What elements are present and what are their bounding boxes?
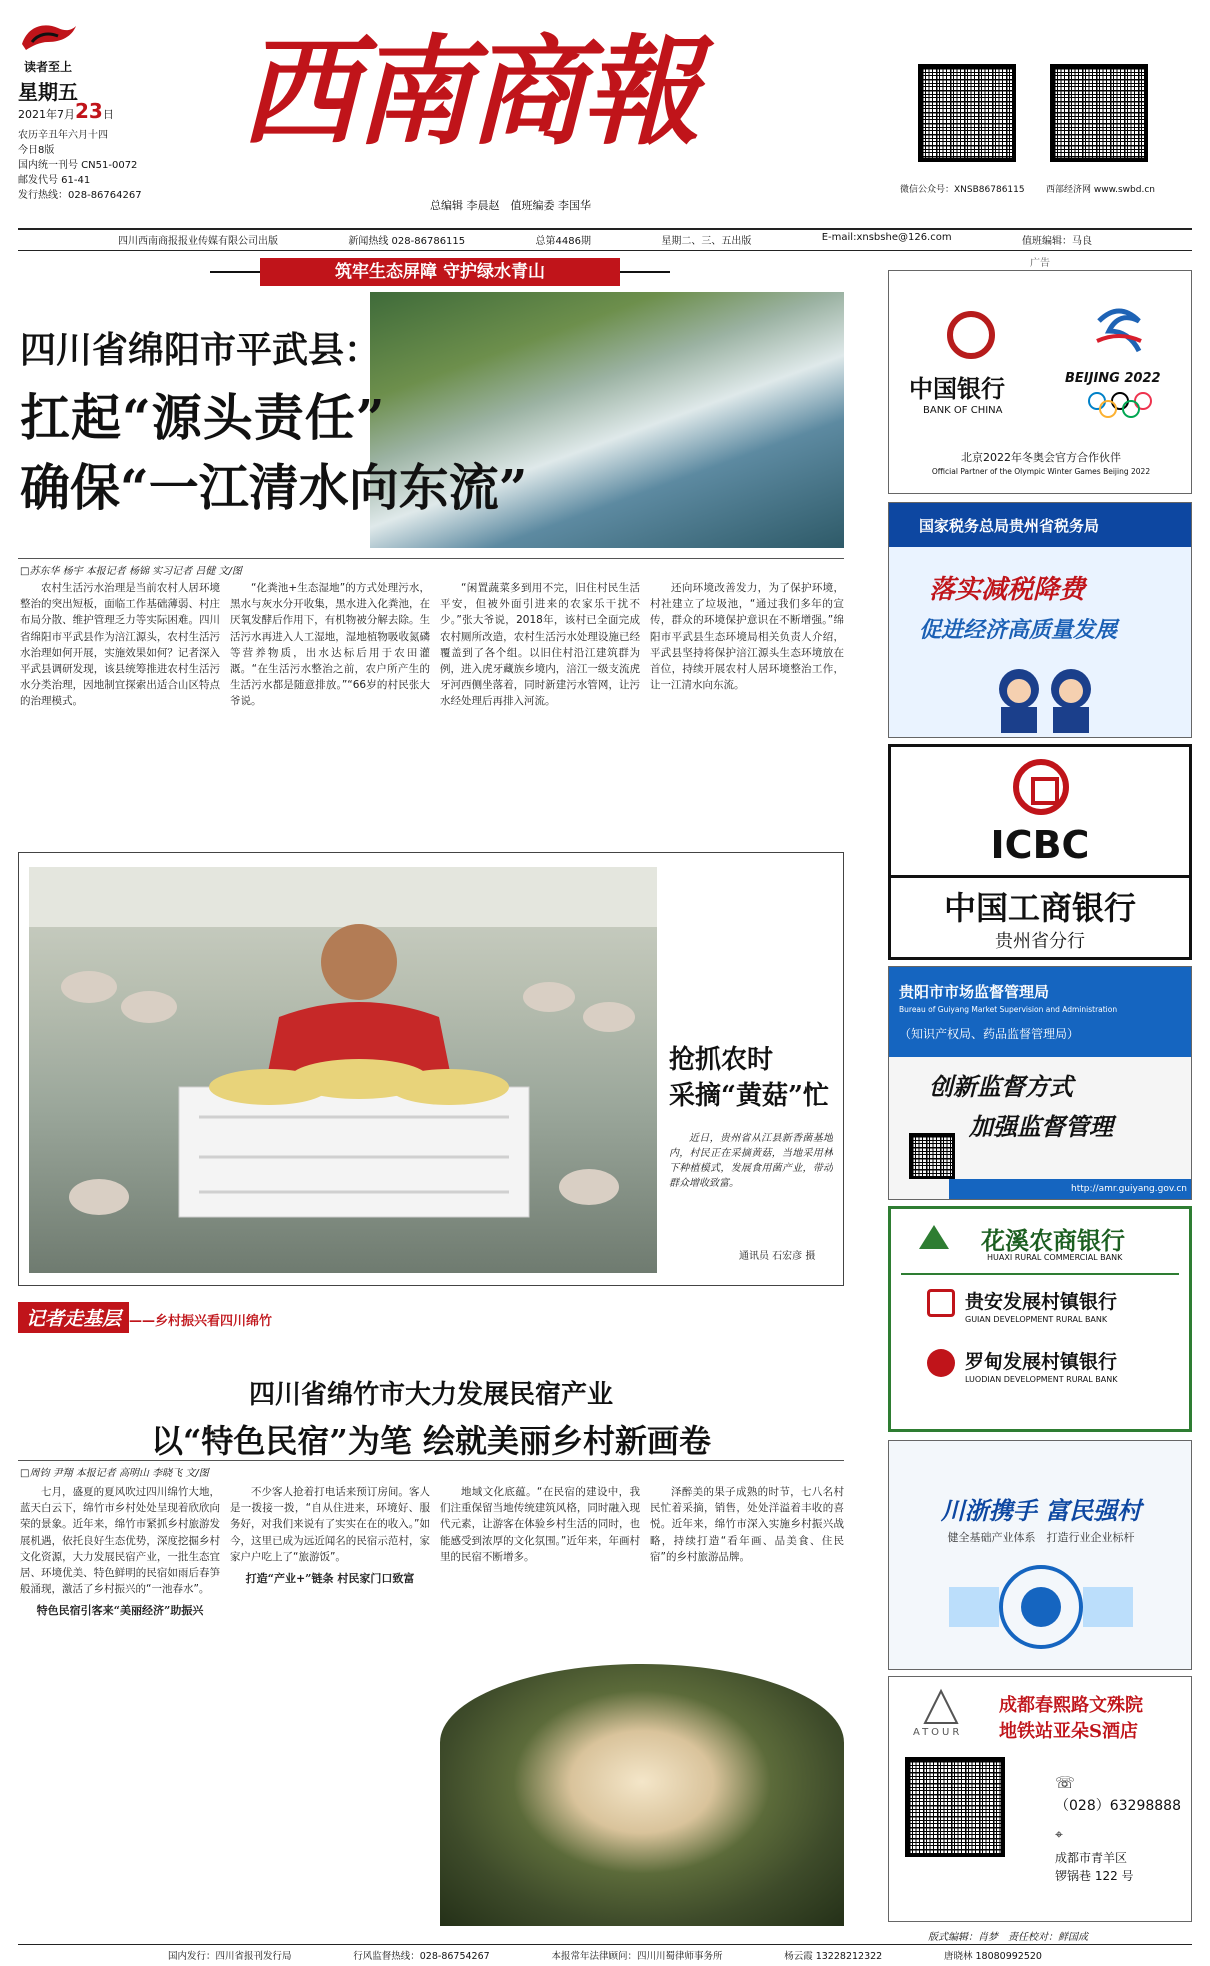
atour-phone: （028）63298888 (1055, 1798, 1181, 1814)
footer-bar (18, 1948, 1192, 1962)
article2-byline: □周钧 尹翔 本报记者 高明山 李晓飞 文/图 (20, 1468, 209, 1479)
ads-label: 广告 (1030, 258, 1050, 269)
masthead (0, 0, 1210, 230)
market-en: Bureau of Guiyang Market Supervision and Administration (899, 1005, 1118, 1014)
footer-issuer: 国内发行：四川省报刊发行局 (168, 1951, 292, 1962)
article2-col2: 不少客人抢着打电话来预订房间。客人是一拨接一拨，“自从住进来，环境好、服务好，对我们来说有了实实在在的收入。”如今，这里已成为远近闻名的民宿示范村，家家户户吃上了“旅游饭”。 打造“产业+”链条 村民家门口致富 (230, 1484, 430, 1924)
tax-line2: 促进经济高质量发展 (919, 617, 1118, 643)
weekday: 星期五 (18, 80, 78, 104)
footer-rule (18, 1944, 1192, 1945)
info-bar (18, 232, 1192, 248)
worker-figure (29, 867, 657, 1273)
issue-date: 2021年7月23日 (18, 99, 114, 123)
olympic-rings-icon (1085, 391, 1155, 421)
mushroom-photo (29, 867, 657, 1273)
atour-addr1: 成都市青羊区 (1055, 1851, 1128, 1865)
market-url: http://amr.guiyang.gov.cn (949, 1179, 1192, 1199)
article2-col3: 地域文化底蕴。“在民宿的建设中，我们注重保留当地传统建筑风格，同时融入现代元素，让游客在体验乡村生活的同时，也能感受到浓厚的文化氛围。”近年来，年画村里的民宿不断增多。 (440, 1486, 640, 1563)
huaxi-logo-icon (917, 1223, 951, 1253)
market-qr-icon (909, 1133, 955, 1179)
info-bar-top-rule (18, 228, 1192, 230)
footer-legal: 本报常年法律顾问：四川川蜀律师事务所 (551, 1951, 723, 1962)
issue-number: 总第4486期 (535, 236, 591, 247)
icbc-branch: 贵州省分行 (995, 931, 1085, 952)
ad-tax-bureau (888, 502, 1192, 738)
guian-name: 贵安发展村镇银行 (965, 1291, 1118, 1313)
article2-kicker: 四川省绵竹市大力发展民宿产业 (248, 1380, 613, 1410)
icbc-divider (891, 875, 1189, 878)
publisher: 四川西南商报报业传媒有限公司出版 (118, 236, 278, 247)
editor-line: 总编辑 李晨赵 值班编委 李国华 (430, 199, 591, 212)
info-bar-bottom-rule (18, 250, 1192, 251)
article1-title-line2: 确保“一江清水向东流” (20, 458, 528, 517)
article1-col1: 农村生活污水治理是当前农村人居环境整治的突出短板，面临工作基础薄弱、村庄布局分散、维护管理乏力等实际困难。四川省绵阳市平武县作为涪江源头，农村生活污水治理如何开展，实施效果如何？记者深入平武县调研发现，该县统筹推进农村生活污水分类治理，因地制宜探索出适合山区特点的治理模式。 (20, 582, 220, 708)
ad-bank-of-china (888, 270, 1192, 494)
article2-col1: 七月，盛夏的夏风吹过四川绵竹大地，蓝天白云下，绵竹市乡村处处呈现着欣欣向荣的景象。近年来，绵竹市紧抓乡村旅游发展机遇，依托良好生态优势，深度挖掘乡村文化资源，大力发展民宿产业，一批生态宜居、环境优美、特色鲜明的民宿如雨后春笋般涌现，激活了乡村振兴的“一池春水”。 特色民宿引客来“美丽经济”助振兴 (20, 1484, 220, 1924)
slogan-text: 读者至上 (23, 60, 72, 74)
beijing-2022: BEIJING 2022 (1065, 371, 1161, 386)
section-sub: ——乡村振兴看四川绵竹 (129, 1314, 273, 1329)
article1-title-line1: 扛起“源头责任” (20, 388, 386, 447)
article1-kicker: 四川省绵阳市平武县： (20, 329, 381, 371)
article1-col2: “化粪池+生态湿地”的方式处理污水，黑水与灰水分开收集，黑水进入化粪池，在厌氧发酵后作用下，有机物被分解去除。生活污水再进入人工湿地，湿地植物吸收氮磷等营养物质，出水达标后用于农田灌溉。“在生活污水整治之前，农户所产生的生活污水都是随意排放。”“66岁的村民张大爷说。 (230, 582, 430, 708)
phone-icon: ☏ (1055, 1773, 1076, 1792)
market-title: 贵阳市市场监督管理局 (899, 983, 1050, 1001)
slogan-logo (18, 18, 78, 74)
luodian-logo-icon (927, 1349, 955, 1377)
guian-en: GUIAN DEVELOPMENT RURAL BANK (965, 1315, 1108, 1324)
article1-byline: □苏东华 杨宇 本报记者 杨锦 实习记者 吕健 文/图 (20, 566, 242, 577)
duty-editor: 值班编辑：马良 (1021, 236, 1092, 247)
photo-caption: 近日，贵州省从江县新香菌基地内，村民正在采摘黄菇，当地采用林下种植模式，发展食用菌产业，带动群众增收致富。 (669, 1133, 833, 1189)
article1-col4: 还向环境改善发力，为了保护环境，村社建立了垃圾池，“通过我们多年的宣传，群众的环境保护意识在不断增强。”绵阳市平武县生态环境局相关负责人介绍，平武县坚持将保护涪江源头生态环境放在首位，持续开展农村人居环境整治工作，让一江清水向东流。 (650, 582, 844, 692)
luodian-name: 罗甸发展村镇银行 (965, 1351, 1118, 1373)
photo-credit: 通讯员 石宏彦 摄 (739, 1251, 816, 1262)
photo-news-box (18, 852, 844, 1286)
atour-logo-icon (921, 1687, 961, 1727)
wechat-qr-caption: 微信公众号：XNSB86786115 (900, 185, 1025, 195)
tax-title: 国家税务总局贵州省税务局 (919, 517, 1100, 535)
atour-addr2: 锣锅巷 122 号 (1055, 1869, 1134, 1883)
ad-rural-banks (888, 1206, 1192, 1432)
footer-lawyer1: 杨云霞 13228212322 (784, 1951, 883, 1962)
boc-en: BANK OF CHINA (923, 405, 1003, 416)
icbc-short: ICBC (990, 823, 1090, 867)
website-qr-icon (1050, 64, 1148, 162)
wechat-qr-icon (918, 64, 1016, 162)
email: E-mail:xnsbshe@126.com (821, 232, 952, 243)
chuanzhe-title: 川浙携手 富民强村 (940, 1496, 1142, 1525)
website-qr-caption: 西部经济网 www.swbd.cn (1046, 185, 1155, 195)
banner-text: 筑牢生态屏障 守护绿水青山 (260, 258, 620, 286)
icbc-name: 中国工商银行 (943, 889, 1136, 927)
photo-title-line2: 采摘“黄菇”忙 (669, 1081, 829, 1111)
location-icon: ⌖ (1055, 1827, 1063, 1843)
garden-photo (440, 1664, 844, 1926)
huaxi-en: HUAXI RURAL COMMERCIAL BANK (987, 1253, 1123, 1262)
huaxi-name: 花溪农商银行 (981, 1226, 1125, 1255)
market-line2: 加强监督管理 (969, 1112, 1113, 1141)
news-hotline: 新闻热线 028-86786115 (348, 236, 466, 247)
schedule: 星期二、三、五出版 (661, 236, 752, 247)
article1-col3: “闲置蔬菜多到用不完，旧住村民生活平安，但被外面引进来的农家乐干扰不少。”张大爷说，2018年，该村已全面完成农村厕所改造，农村生活污水处理设施已经覆盖到了各个组。以旧住村沿江建筑群为例，进入虎牙藏族乡境内，涪江一级支流虎牙河西侧坐落着，同时新建污水管网，让污水经处理后再排入河流。 (440, 582, 640, 708)
ad-icbc (888, 744, 1192, 960)
footer-lawyer2: 唐晓林 18080992520 (943, 1951, 1042, 1962)
photo-title-line1: 抢抓农时 (669, 1045, 774, 1075)
guian-logo-icon (927, 1289, 955, 1317)
market-line1: 创新监督方式 (929, 1072, 1073, 1101)
layout-credit: 版式编辑：肖梦 责任校对：鲜国成 (928, 1932, 1088, 1943)
article2-section-label (18, 1302, 844, 1330)
article2-col4: 泽醉美的果子成熟的时节，七八名村民忙着采摘，销售，处处洋溢着丰收的喜悦。近年来，绵竹市深入实施乡村振兴战略，持续打造“看年画、品美食、住民宿”的乡村旅游品牌。 (650, 1486, 844, 1563)
article2-subhead2: 打造“产业+”链条 村民家门口致富 (245, 1572, 415, 1586)
tax-line1: 落实减税降费 (929, 575, 1086, 605)
beijing-emblem-icon (1089, 301, 1149, 361)
luodian-en: LUODIAN DEVELOPMENT RURAL BANK (965, 1375, 1118, 1384)
article2-subhead1: 特色民宿引客来“美丽经济”助振兴 (36, 1604, 204, 1618)
boc-partner: 北京2022年冬奥会官方合作伙伴 (961, 451, 1121, 464)
article2-title: 以“特色民宿”为笔 绘就美丽乡村新画卷 (151, 1422, 711, 1460)
article1-rule (18, 558, 844, 559)
atour-title2: 地铁站亚朵S酒店 (999, 1721, 1138, 1742)
boc-partner-en: Official Partner of the Olympic Winter Games Beijing 2022 (931, 467, 1151, 476)
boc-name: 中国银行 (909, 374, 1005, 403)
article2-rule (18, 1460, 844, 1461)
chuanzhe-sub: 健全基础产业体系 打造行业企业标杆 (947, 1531, 1135, 1544)
market-sub: （知识产权局、药品监督管理局） (899, 1027, 1080, 1041)
atour-logo-text: ATOUR (913, 1727, 963, 1738)
atour-qr-icon (905, 1757, 1005, 1857)
atour-title1: 成都春熙路文殊院 (999, 1695, 1143, 1716)
ad-chuanzhe (888, 1440, 1192, 1670)
newspaper-logo: 西南商報 (240, 22, 697, 161)
rural-divider (901, 1273, 1179, 1275)
chuanzhe-graphic-icon (929, 1557, 1153, 1657)
ad-market-bureau (888, 966, 1192, 1200)
issue-meta: 农历辛丑年六月十四 今日8版 国内统一刊号 CN51-0072 邮发代号 61-41 发行热线：028-86764267 (18, 130, 142, 201)
ad-atour-hotel (888, 1676, 1192, 1922)
footer-supervision: 行风监督热线：028-86754267 (353, 1951, 490, 1962)
bird-icon (18, 18, 78, 54)
tax-mascot-icon (985, 663, 1105, 733)
boc-logo-icon (947, 311, 995, 359)
article1-banner (260, 258, 620, 286)
section-label: 记者走基层 (18, 1302, 129, 1333)
icbc-logo-icon (1013, 759, 1069, 815)
